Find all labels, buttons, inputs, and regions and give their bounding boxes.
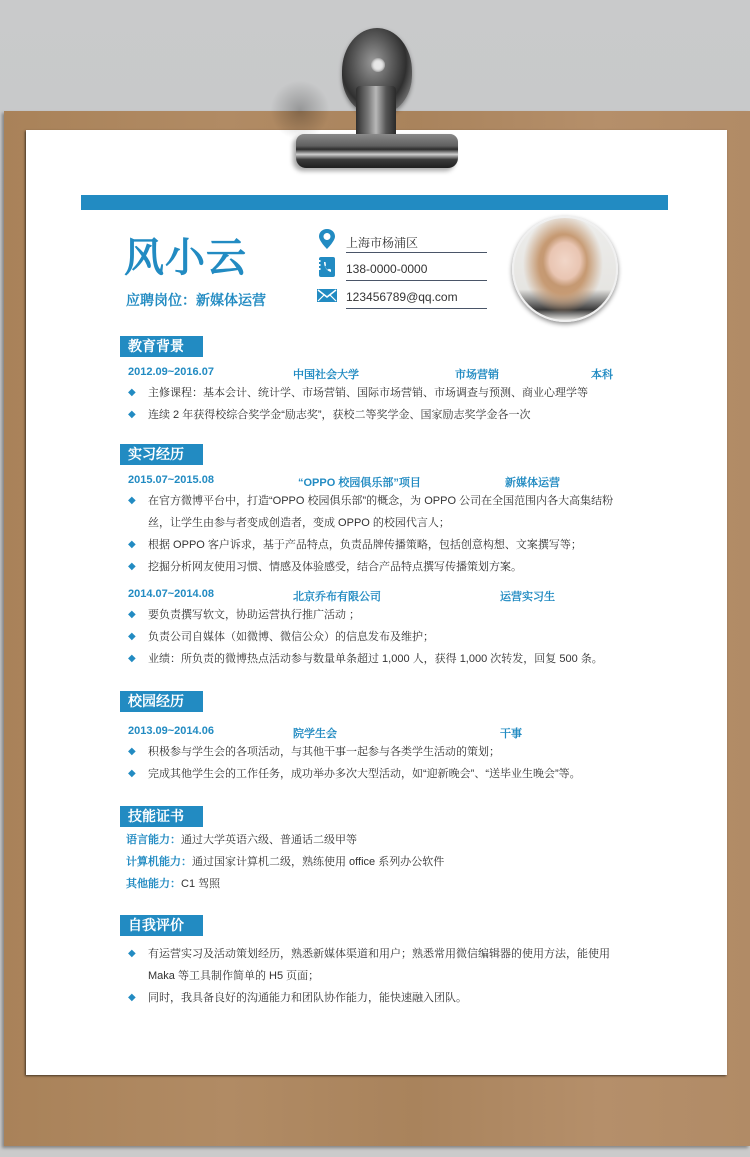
diamond-bullet-icon: ◆ xyxy=(128,948,136,959)
list-item: ◆ 业绩：所负责的微博热点活动参与数量单条超过 1,000 人，获得 1,000 次转发，回复 500 条。 xyxy=(128,648,628,670)
list-item: ◆ 挖掘分析网友使用习惯、情感及体验感受，结合产品特点撰写传播策划方案。 xyxy=(128,556,628,578)
location-pin-icon xyxy=(316,228,338,250)
job-date: 2015.07~2015.08 xyxy=(128,474,214,486)
skill-value: 通过大学英语六级、普通话二级甲等 xyxy=(181,834,357,846)
job-date: 2014.07~2014.08 xyxy=(128,588,214,600)
list-item: ◆ 连续 2 年获得校综合奖学金“励志奖”，获校二等奖学金、国家励志奖学金各一次 xyxy=(128,404,628,426)
job-role: 运营实习生 xyxy=(500,591,555,603)
contact-address xyxy=(316,228,488,254)
list-item: ◆ 负责公司自媒体（如微博、微信公众）的信息发布及维护； xyxy=(128,626,628,648)
section-campus-title: 校园经历 xyxy=(120,691,203,712)
phone-icon xyxy=(316,256,338,278)
diamond-bullet-icon: ◆ xyxy=(128,768,136,779)
diamond-bullet-icon: ◆ xyxy=(128,387,136,398)
section-education-title: 教育背景 xyxy=(120,336,203,357)
section-self-eval-title: 自我评价 xyxy=(120,915,203,936)
list-item: ◆ 主修课程：基本会计、统计学、市场营销、国际市场营销、市场调查与预测、商业心理学等 xyxy=(128,382,628,404)
applied-position: 应聘岗位：新媒体运营 xyxy=(126,292,266,308)
list-item: ◆ 在官方微博平台中，打造“OPPO 校园俱乐部”的概念，为 OPPO 公司在全国范围内各大高集结粉丝，让学生由参与者变成创造者，变成 OPPO 的校园代言人； xyxy=(128,490,628,534)
job-org: 北京乔布有限公司 xyxy=(293,591,381,603)
diamond-bullet-icon: ◆ xyxy=(128,631,136,642)
diamond-bullet-icon: ◆ xyxy=(128,653,136,664)
skill-label: 语言能力： xyxy=(126,834,181,846)
campus-role: 干事 xyxy=(500,728,522,740)
section-skills-title: 技能证书 xyxy=(120,806,203,827)
campus-date: 2013.09~2014.06 xyxy=(128,725,214,737)
job-org: “OPPO 校园俱乐部”项目 xyxy=(298,477,421,489)
list-item: ◆ 根据 OPPO 客户诉求，基于产品特点，负责品牌传播策略，包括创意构想、文案撰写等； xyxy=(128,534,628,556)
education-school: 中国社会大学 xyxy=(293,369,359,381)
list-item: ◆ 完成其他学生会的工作任务，成功举办多次大型活动，如“迎新晚会”、“送毕业生晚会”等。 xyxy=(128,763,628,785)
job-role: 新媒体运营 xyxy=(505,477,560,489)
diamond-bullet-icon: ◆ xyxy=(128,746,136,757)
skill-item xyxy=(126,873,220,895)
address-value: 上海市杨浦区 xyxy=(346,234,487,253)
clip-base xyxy=(296,134,458,168)
header-accent-bar xyxy=(81,195,668,210)
diamond-bullet-icon: ◆ xyxy=(128,539,136,550)
list-item: ◆ 有运营实习及活动策划经历，熟悉新媒体渠道和用户；熟悉常用微信编辑器的使用方法，能使用 Maka 等工具制作简单的 H5 页面； xyxy=(128,943,628,987)
avatar-photo xyxy=(512,216,618,322)
phone-value: 138-0000-0000 xyxy=(346,262,487,281)
diamond-bullet-icon: ◆ xyxy=(128,609,136,620)
diamond-bullet-icon: ◆ xyxy=(128,561,136,572)
list-item: ◆ 要负责撰写软文，协助运营执行推广活动 ； xyxy=(128,604,628,626)
diamond-bullet-icon: ◆ xyxy=(128,992,136,1003)
skill-value: 通过国家计算机二级，熟练使用 office 系列办公软件 xyxy=(192,856,445,868)
skill-label: 计算机能力： xyxy=(126,856,192,868)
candidate-name: 风小云 xyxy=(124,236,247,280)
email-value: 123456789@qq.com xyxy=(346,290,487,309)
diamond-bullet-icon: ◆ xyxy=(128,409,136,420)
mail-icon xyxy=(316,284,338,306)
skill-value: C1 驾照 xyxy=(181,878,221,890)
campus-org: 院学生会 xyxy=(293,728,337,740)
education-major: 市场营销 xyxy=(455,369,499,381)
skill-label: 其他能力： xyxy=(126,878,181,890)
list-item: ◆ 同时，我具备良好的沟通能力和团队协作能力，能快速融入团队。 xyxy=(128,987,628,1009)
contact-email xyxy=(316,284,488,310)
education-date: 2012.09~2016.07 xyxy=(128,366,214,378)
binder-clip-icon xyxy=(296,24,464,170)
contact-phone xyxy=(316,256,488,282)
list-item: ◆ 积极参与学生会的各项活动，与其他干事一起参与各类学生活动的策划； xyxy=(128,741,628,763)
skill-item xyxy=(126,829,357,851)
clip-hole xyxy=(371,58,385,72)
section-internship-title: 实习经历 xyxy=(120,444,203,465)
skill-item xyxy=(126,851,444,873)
education-degree: 本科 xyxy=(591,369,613,381)
diamond-bullet-icon: ◆ xyxy=(128,495,136,506)
